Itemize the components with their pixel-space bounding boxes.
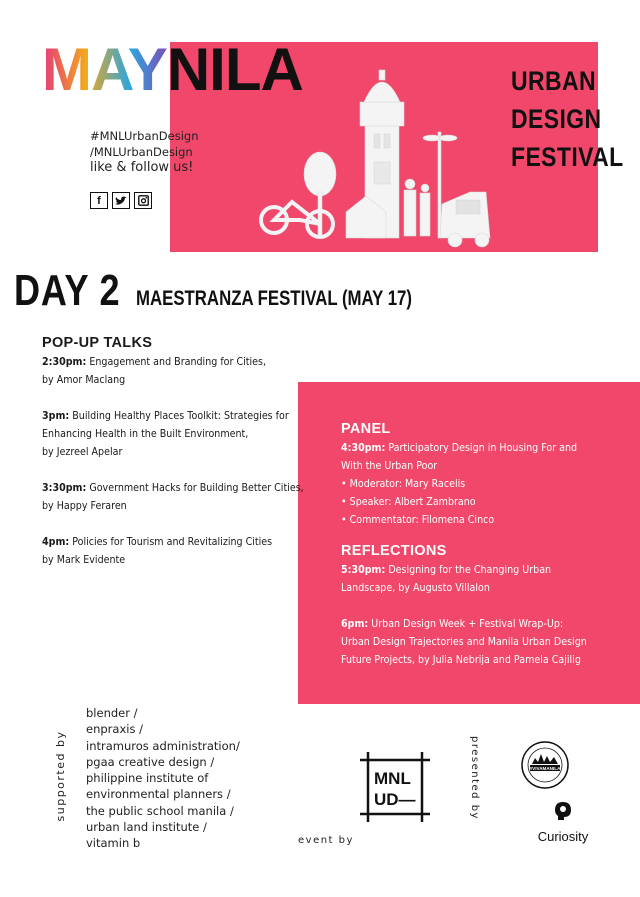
reflection-time: 5:30pm: xyxy=(341,564,386,576)
talk-time: 3:30pm: xyxy=(42,482,87,494)
vivamanila-text: #VIVAMANILA xyxy=(529,766,561,771)
supporter: intramuros administration/ xyxy=(86,738,240,753)
talk-line: by Mark Evidente xyxy=(42,554,126,566)
supporter: enpraxis / xyxy=(86,722,143,737)
popup-talks xyxy=(42,335,333,587)
panel-time: 4:30pm: xyxy=(341,442,386,454)
panel-line: With the Urban Poor xyxy=(341,460,438,472)
supported-by-label: supported by xyxy=(54,730,67,822)
instagram-icon[interactable] xyxy=(134,192,152,209)
maynila-logo xyxy=(42,36,303,103)
talk-time: 4pm: xyxy=(42,536,70,548)
panel-title: Participatory Design in Housing For and xyxy=(388,442,578,454)
mnlud-line-1: MNL xyxy=(374,769,411,788)
reflection-line: Urban Design Trajectories and Manila Urban Design xyxy=(341,636,587,648)
logo-may: MAY xyxy=(42,36,167,103)
facebook-icon[interactable]: f xyxy=(90,192,108,209)
mnlud-line-2: UD— xyxy=(374,790,416,809)
supporter: blender / xyxy=(86,706,138,720)
handle: /MNLUrbanDesign xyxy=(90,145,193,159)
supporters-list xyxy=(86,705,240,852)
event-by-label: event by xyxy=(298,835,354,846)
reflection-line: Landscape, by Augusto Villalon xyxy=(341,582,490,594)
supporter: environmental planners / xyxy=(86,787,231,802)
follow-text: like & follow us! xyxy=(90,160,194,175)
mnlud-logo xyxy=(360,752,430,822)
supporter: vitamin b xyxy=(86,836,141,851)
reflection-title: Urban Design Week + Festival Wrap-Up: xyxy=(371,618,564,630)
talk-time: 2:30pm: xyxy=(42,356,87,368)
panel-moderator: • Moderator: Mary Racelis xyxy=(341,478,466,490)
list-item xyxy=(42,479,333,515)
curiosity-icon xyxy=(553,800,573,822)
talk-time: 3pm: xyxy=(42,410,70,422)
logo-nila: NILA xyxy=(166,36,303,103)
curiosity-logo xyxy=(528,800,598,844)
list-item xyxy=(42,353,333,389)
talk-line: by Amor Maclang xyxy=(42,374,126,386)
talk-line: by Jezreel Apelar xyxy=(42,446,123,458)
festival-title xyxy=(511,62,624,176)
list-item xyxy=(42,407,333,461)
reflection-line: Future Projects, by Julia Nebrija and Pamela Cajilig xyxy=(341,654,581,666)
title-line-1: URBAN xyxy=(511,66,596,96)
day-label: DAY 2 xyxy=(14,266,121,315)
reflections-heading: REFLECTIONS xyxy=(341,543,447,559)
vivamanila-seal xyxy=(520,740,570,790)
social-text xyxy=(90,128,198,176)
talk-title: Building Healthy Places Toolkit: Strategies for xyxy=(72,410,289,422)
talk-line: by Happy Feraren xyxy=(42,500,127,512)
talk-title: Government Hacks for Building Better Cities, xyxy=(89,482,304,494)
supporter: urban land institute / xyxy=(86,820,207,835)
talk-title: Engagement and Branding for Cities, xyxy=(89,356,267,368)
reflection-title: Designing for the Changing Urban xyxy=(388,564,552,576)
title-line-3: FESTIVAL xyxy=(511,142,624,172)
talk-line: Enhancing Health in the Built Environment, xyxy=(42,428,249,440)
popup-heading: POP-UP TALKS xyxy=(42,335,153,351)
twitter-icon[interactable] xyxy=(112,192,130,209)
supporter: philippine institute of xyxy=(86,771,209,786)
hashtag: #MNLUrbanDesign xyxy=(90,129,199,143)
list-item xyxy=(42,533,333,569)
presented-by-label: presented by xyxy=(469,736,480,820)
title-line-2: DESIGN xyxy=(511,104,602,134)
panel-content xyxy=(341,421,614,669)
supporter: the public school manila / xyxy=(86,803,234,818)
reflection-time: 6pm: xyxy=(341,618,369,630)
social-icons xyxy=(90,192,152,209)
panel-commentator: • Commentator: Filomena Cinco xyxy=(341,514,495,526)
day-subtitle: MAESTRANZA FESTIVAL (MAY 17) xyxy=(136,287,412,310)
panel-speaker: • Speaker: Albert Zambrano xyxy=(341,496,476,508)
curiosity-text: Curiosity xyxy=(537,829,589,844)
panel-heading: PANEL xyxy=(341,421,391,437)
supporter: pgaa creative design / xyxy=(86,754,215,769)
talk-title: Policies for Tourism and Revitalizing Cities xyxy=(72,536,273,548)
